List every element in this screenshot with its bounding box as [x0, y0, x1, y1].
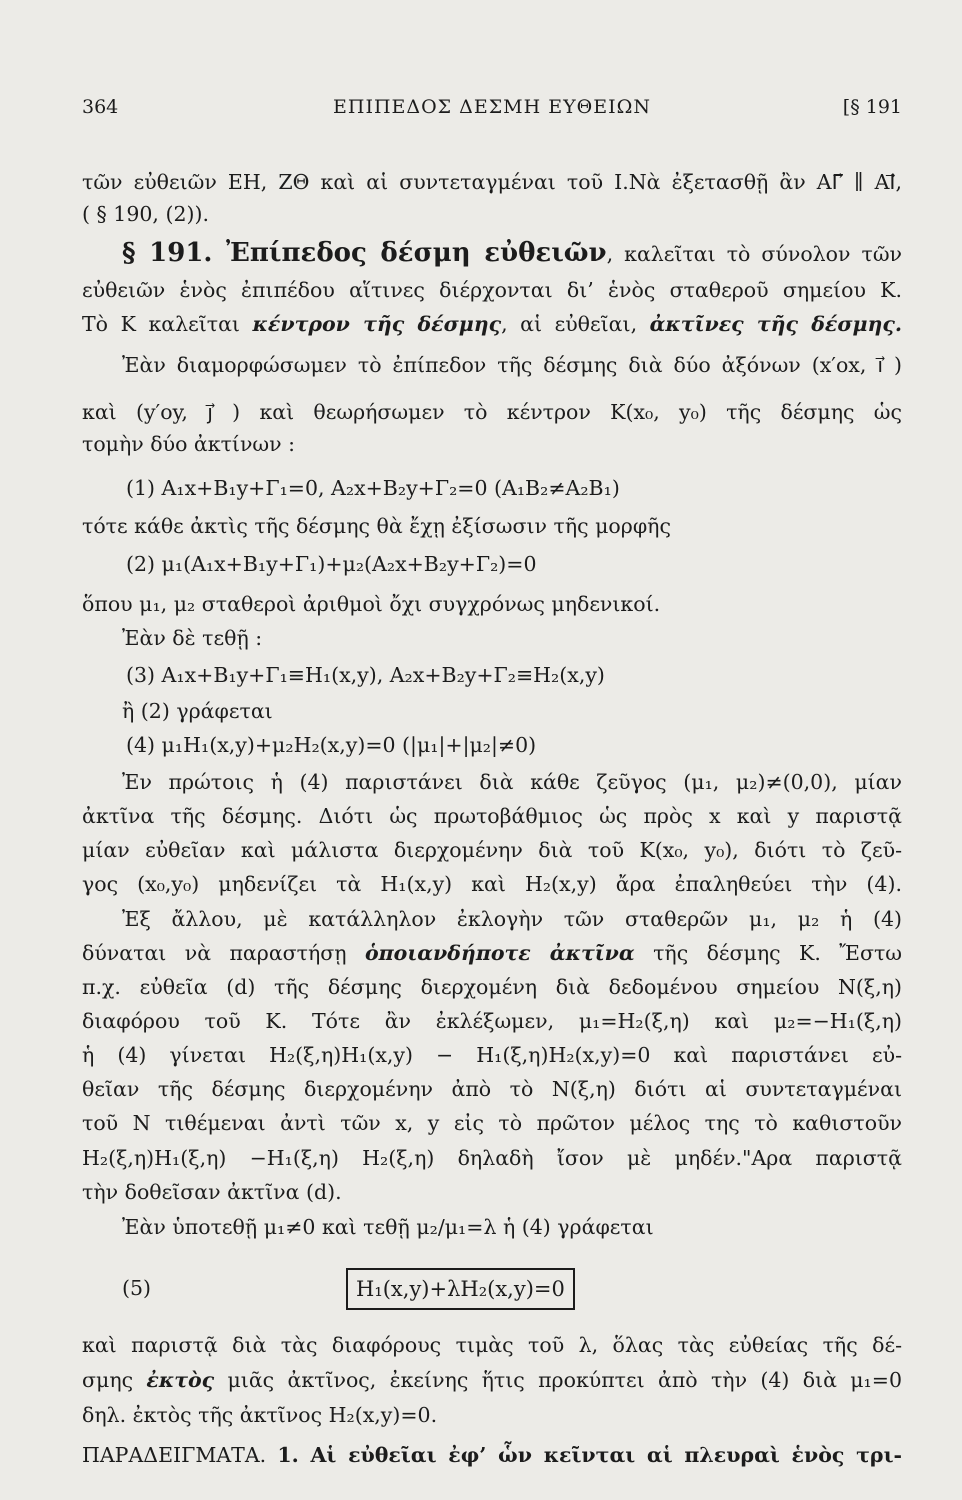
equation-number: (5) [122, 1276, 152, 1300]
text-line: τότε κάθε ἀκτὶς τῆς δέσμης θὰ ἔχῃ ἐξίσωσιν τῆς μορφῆς [82, 514, 671, 538]
text-line: ὅπου μ₁, μ₂ σταθεροὶ ἀριθμοὶ ὄχι συγχρόνως μηδενικοί. [82, 592, 661, 616]
text-line: τομὴν δύο ἀκτίνων : [82, 432, 296, 456]
examples-heading-line [82, 1441, 902, 1471]
text-line: Ἐὰν διαμορφώσωμεν τὸ ἐπίπεδον τῆς δέσμης διὰ δύο ἀξόνων (x′ox, i⃗ ) [122, 353, 902, 377]
text-line: θεῖαν τῆς δέσμης διερχομένην ἀπὸ τὸ Ν(ξ,η) διότι αἱ συντεταγμέναι [82, 1077, 902, 1101]
text-line: καὶ παριστᾷ διὰ τὰς διαφόρους τιμὰς τοῦ λ, ὅλας τὰς εὐθείας τῆς δέ- [82, 1333, 902, 1357]
examples-label: ΠΑΡΑΔΕΙΓΜΑΤΑ. [82, 1443, 278, 1467]
text-span: , αἱ εὐθεῖαι, [501, 312, 650, 336]
text-line: μίαν εὐθεῖαν καὶ μάλιστα διερχομένην διὰ τοῦ Κ(x₀, y₀), διότι τὸ ζεῦ- [82, 838, 902, 862]
text-line: Ἐὰν δὲ τεθῇ : [122, 626, 263, 650]
running-title: ΕΠΙΠΕΔΟΣ ΔΕΣΜΗ ΕΥΘΕΙΩΝ [333, 96, 651, 118]
page-number: 364 [82, 96, 119, 118]
text-line: τοῦ Ν τιθέμεναι ἀντὶ τῶν x, y εἰς τὸ πρῶτον μέλος της τὸ καθιστοῦν [82, 1111, 902, 1135]
text-line: ἀκτῖνα τῆς δέσμης. Διότι ὡς πρωτοβάθμιος ὡς πρὸς x καὶ y παριστᾷ [82, 804, 902, 828]
text-line: τῶν εὐθειῶν ΕΗ, ΖΘ καὶ αἱ συντεταγμέναι τοῦ Ι.Νὰ ἐξετασθῇ ἂν ΑΓ⃗ ∥ ΑΙ⃗, [82, 170, 902, 194]
section-reference: [§ 191 [842, 96, 902, 118]
text-span: Τὸ Κ καλεῖται [82, 312, 253, 336]
text-span: τῆς δέσμης Κ. Ἔστω [634, 941, 902, 965]
text-line: διαφόρου τοῦ Κ. Τότε ἂν ἐκλέξωμεν, μ₁=Η₂(ξ,η) καὶ μ₂=−Η₁(ξ,η) [82, 1009, 902, 1033]
section-heading-line [122, 236, 902, 272]
text-line: Ἐξ ἄλλου, μὲ κατάλληλον ἐκλογὴν τῶν σταθερῶν μ₁, μ₂ ἡ (4) [122, 907, 902, 931]
section-title: Ἐπίπεδος δέσμη εὐθειῶν [212, 238, 607, 268]
text-line [82, 1366, 902, 1396]
emphasis-term: ἐκτὸς [146, 1368, 215, 1392]
text-line: εὐθειῶν ἑνὸς ἐπιπέδου αἵτινες διέρχονται δι’ ἑνὸς σταθεροῦ σημείου Κ. [82, 278, 902, 302]
text-line [82, 310, 902, 340]
text-line: π.χ. εὐθεῖα (d) τῆς δέσμης διερχομένη διὰ δεδομένου σημείου Ν(ξ,η) [82, 975, 902, 999]
text-line: ἡ (4) γίνεται Η₂(ξ,η)Η₁(x,y) − Η₁(ξ,η)Η₂(x,y)=0 καὶ παριστάνει εὐ- [82, 1043, 902, 1067]
text-span: δύναται νὰ παραστήσῃ [82, 941, 365, 965]
text-line [82, 939, 902, 969]
text-span: , καλεῖται τὸ σύνολον τῶν [606, 242, 902, 266]
text-line: Ἐν πρώτοις ἡ (4) παριστάνει διὰ κάθε ζεῦγος (μ₁, μ₂)≠(0,0), μίαν [122, 770, 902, 794]
text-line: τὴν δοθεῖσαν ἀκτῖνα (d). [82, 1180, 342, 1204]
text-line: γος (x₀,y₀) μηδενίζει τὰ Η₁(x,y) καὶ Η₂(x,y) ἄρα ἐπαληθεύει τὴν (4). [82, 872, 902, 896]
text-span: μιᾶς ἀκτῖνος, ἐκείνης ἥτις προκύπτει ἀπὸ τὴν (4) διὰ μ₁=0 [214, 1368, 902, 1392]
boxed-equation-row [122, 1262, 902, 1318]
text-span: σμης [82, 1368, 147, 1392]
equation-4: (4) μ₁Η₁(x,y)+μ₂Η₂(x,y)=0 (|μ₁|+|μ₂|≠0) [126, 733, 537, 757]
emphasis-term: ἀκτῖνες τῆς δέσμης. [649, 312, 902, 336]
text-line: Ἐὰν ὑποτεθῇ μ₁≠0 καὶ τεθῇ μ₂/μ₁=λ ἡ (4) γράφεται [122, 1215, 654, 1239]
boxed-equation-5: Η₁(x,y)+λΗ₂(x,y)=0 [346, 1268, 575, 1310]
section-number: § 191. [122, 238, 213, 268]
text-line: ἢ (2) γράφεται [122, 699, 273, 723]
equation-3: (3) Α₁x+Β₁y+Γ₁≡Η₁(x,y), Α₂x+Β₂y+Γ₂≡Η₂(x,y) [126, 663, 605, 687]
text-line: ( § 190, (2)). [82, 202, 209, 226]
equation-2: (2) μ₁(Α₁x+Β₁y+Γ₁)+μ₂(Α₂x+Β₂y+Γ₂)=0 [126, 552, 537, 576]
text-line: καὶ (y′oy, j⃗ ) καὶ θεωρήσωμεν τὸ κέντρον Κ(x₀, y₀) τῆς δέσμης ὡς [82, 400, 902, 424]
text-line: Η₂(ξ,η)Η₁(ξ,η) −Η₁(ξ,η) Η₂(ξ,η) δηλαδὴ ἴσον μὲ μηδέν."Αρα παριστᾷ [82, 1146, 902, 1170]
example-text: 1. Αἱ εὐθεῖαι ἐφ’ ὧν κεῖνται αἱ πλευραὶ ἑνὸς τρι- [277, 1443, 902, 1467]
equation-1: (1) Α₁x+Β₁y+Γ₁=0, Α₂x+Β₂y+Γ₂=0 (Α₁Β₂≠Α₂Β₁) [126, 476, 620, 500]
running-header [82, 96, 902, 126]
emphasis-term: κέντρον τῆς δέσμης [252, 312, 502, 336]
emphasis-term: ὁποιανδήποτε ἀκτῖνα [364, 941, 635, 965]
text-line: δηλ. ἐκτὸς τῆς ἀκτῖνος Η₂(x,y)=0. [82, 1403, 438, 1427]
